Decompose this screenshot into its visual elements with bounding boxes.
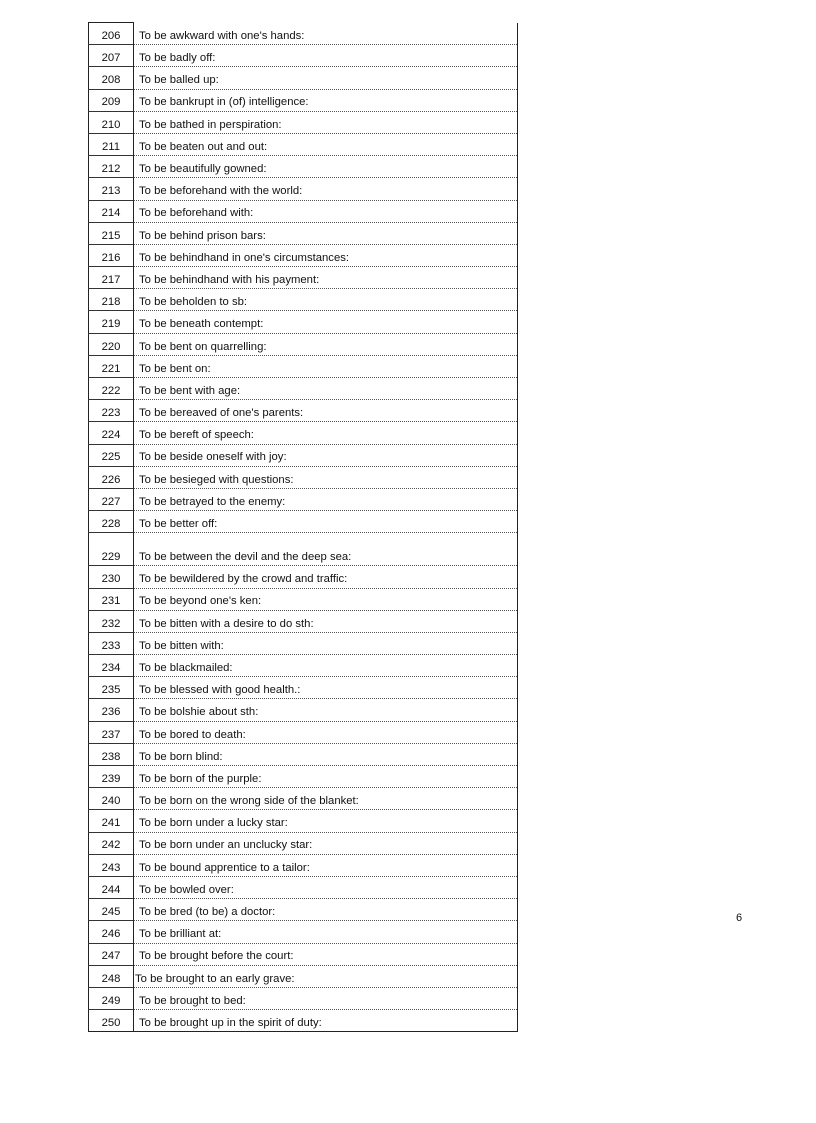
table-row: [89, 133, 518, 155]
table-row: [89, 921, 518, 943]
row-phrase: To be beyond one's ken:: [134, 588, 518, 610]
row-number: 236: [89, 699, 134, 721]
row-number: 230: [89, 566, 134, 588]
table-row: [89, 244, 518, 266]
table-row: [89, 45, 518, 67]
row-number: 238: [89, 743, 134, 765]
row-phrase: To be born on the wrong side of the blanket:: [134, 788, 518, 810]
row-number: 248: [89, 965, 134, 987]
row-phrase: To be bankrupt in (of) intelligence:: [134, 89, 518, 111]
row-number: 221: [89, 355, 134, 377]
table-row: [89, 533, 518, 566]
table-row: [89, 111, 518, 133]
row-phrase: To be awkward with one's hands:: [134, 23, 518, 45]
row-number: 224: [89, 422, 134, 444]
row-number: 210: [89, 111, 134, 133]
row-number: 218: [89, 289, 134, 311]
row-phrase: To be between the devil and the deep sea:: [134, 533, 518, 566]
row-phrase: To be born blind:: [134, 743, 518, 765]
table-row: [89, 943, 518, 965]
row-number: 235: [89, 677, 134, 699]
table-row: [89, 422, 518, 444]
row-number: 242: [89, 832, 134, 854]
row-phrase: To be bitten with a desire to do sth:: [134, 610, 518, 632]
row-number: 213: [89, 178, 134, 200]
row-number: 225: [89, 444, 134, 466]
row-phrase: To be brilliant at:: [134, 921, 518, 943]
row-number: 209: [89, 89, 134, 111]
row-number: 234: [89, 655, 134, 677]
table-row: [89, 987, 518, 1009]
row-phrase: To be bored to death:: [134, 721, 518, 743]
table-row: [89, 677, 518, 699]
row-phrase: To be born under a lucky star:: [134, 810, 518, 832]
row-phrase: To be bowled over:: [134, 876, 518, 898]
row-number: 232: [89, 610, 134, 632]
table-row: [89, 788, 518, 810]
row-phrase: To be beaten out and out:: [134, 133, 518, 155]
row-number: 227: [89, 488, 134, 510]
row-phrase: To be bound apprentice to a tailor:: [134, 854, 518, 876]
row-number: 239: [89, 766, 134, 788]
row-phrase: To be bitten with:: [134, 632, 518, 654]
row-number: 211: [89, 133, 134, 155]
row-number: 247: [89, 943, 134, 965]
table-row: [89, 743, 518, 765]
row-phrase: To be balled up:: [134, 67, 518, 89]
table-row: [89, 810, 518, 832]
row-phrase: To be beholden to sb:: [134, 289, 518, 311]
row-phrase: To be bred (to be) a doctor:: [134, 899, 518, 921]
row-number: 223: [89, 400, 134, 422]
row-number: 215: [89, 222, 134, 244]
row-phrase: To be bent on quarrelling:: [134, 333, 518, 355]
row-number: 229: [89, 533, 134, 566]
table-row: [89, 355, 518, 377]
table-row: [89, 854, 518, 876]
table-row: [89, 311, 518, 333]
row-phrase: To be beside oneself with joy:: [134, 444, 518, 466]
row-number: 219: [89, 311, 134, 333]
row-phrase: To be blackmailed:: [134, 655, 518, 677]
row-number: 217: [89, 267, 134, 289]
row-phrase: To be brought up in the spirit of duty:: [134, 1010, 518, 1032]
table-row: [89, 200, 518, 222]
table-row: [89, 89, 518, 111]
row-phrase: To be beforehand with:: [134, 200, 518, 222]
row-phrase: To be beautifully gowned:: [134, 156, 518, 178]
row-phrase: To be brought before the court:: [134, 943, 518, 965]
row-phrase: To be bolshie about sth:: [134, 699, 518, 721]
table-row: [89, 1010, 518, 1032]
table-row: [89, 721, 518, 743]
row-phrase: To be born under an unclucky star:: [134, 832, 518, 854]
phrase-table: [88, 22, 518, 1032]
table-row: [89, 178, 518, 200]
table-row: [89, 610, 518, 632]
table-row: [89, 222, 518, 244]
row-number: 222: [89, 378, 134, 400]
table-row: [89, 699, 518, 721]
row-phrase: To be brought to bed:: [134, 987, 518, 1009]
row-phrase: To be bathed in perspiration:: [134, 111, 518, 133]
row-phrase: To be bent on:: [134, 355, 518, 377]
table-row: [89, 289, 518, 311]
row-phrase: To be beforehand with the world:: [134, 178, 518, 200]
row-number: 206: [89, 23, 134, 45]
table-row: [89, 466, 518, 488]
table-row: [89, 23, 518, 45]
table-row: [89, 488, 518, 510]
row-phrase: To be bereaved of one's parents:: [134, 400, 518, 422]
row-phrase: To be bewildered by the crowd and traffic:: [134, 566, 518, 588]
row-number: 249: [89, 987, 134, 1009]
row-phrase: To be badly off:: [134, 45, 518, 67]
row-number: 214: [89, 200, 134, 222]
table-row: [89, 965, 518, 987]
row-number: 212: [89, 156, 134, 178]
table-row: [89, 766, 518, 788]
row-number: 231: [89, 588, 134, 610]
row-number: 243: [89, 854, 134, 876]
row-phrase: To be behindhand with his payment:: [134, 267, 518, 289]
table-row: [89, 655, 518, 677]
row-phrase: To be born of the purple:: [134, 766, 518, 788]
row-number: 226: [89, 466, 134, 488]
table-row: [89, 632, 518, 654]
table-row: [89, 67, 518, 89]
row-number: 216: [89, 244, 134, 266]
table-row: [89, 832, 518, 854]
row-number: 245: [89, 899, 134, 921]
row-phrase: To be besieged with questions:: [134, 466, 518, 488]
row-phrase: To be bereft of speech:: [134, 422, 518, 444]
row-phrase: To be beneath contempt:: [134, 311, 518, 333]
table-row: [89, 566, 518, 588]
row-number: 241: [89, 810, 134, 832]
page-number: 6: [736, 912, 743, 924]
row-number: 233: [89, 632, 134, 654]
phrase-table-body: [89, 23, 518, 1032]
row-number: 250: [89, 1010, 134, 1032]
table-row: [89, 444, 518, 466]
row-phrase: To be better off:: [134, 511, 518, 533]
table-row: [89, 400, 518, 422]
row-number: 246: [89, 921, 134, 943]
row-phrase: To be behind prison bars:: [134, 222, 518, 244]
table-row: [89, 511, 518, 533]
table-row: [89, 378, 518, 400]
row-phrase: To be behindhand in one's circumstances:: [134, 244, 518, 266]
row-number: 228: [89, 511, 134, 533]
row-number: 207: [89, 45, 134, 67]
row-number: 237: [89, 721, 134, 743]
table-row: [89, 156, 518, 178]
row-number: 244: [89, 876, 134, 898]
table-row: [89, 588, 518, 610]
table-row: [89, 267, 518, 289]
row-phrase: To be brought to an early grave:: [134, 965, 518, 987]
row-phrase: To be bent with age:: [134, 378, 518, 400]
row-phrase: To be blessed with good health.:: [134, 677, 518, 699]
table-row: [89, 899, 518, 921]
table-row: [89, 876, 518, 898]
row-number: 240: [89, 788, 134, 810]
row-number: 208: [89, 67, 134, 89]
row-phrase: To be betrayed to the enemy:: [134, 488, 518, 510]
row-number: 220: [89, 333, 134, 355]
table-row: [89, 333, 518, 355]
